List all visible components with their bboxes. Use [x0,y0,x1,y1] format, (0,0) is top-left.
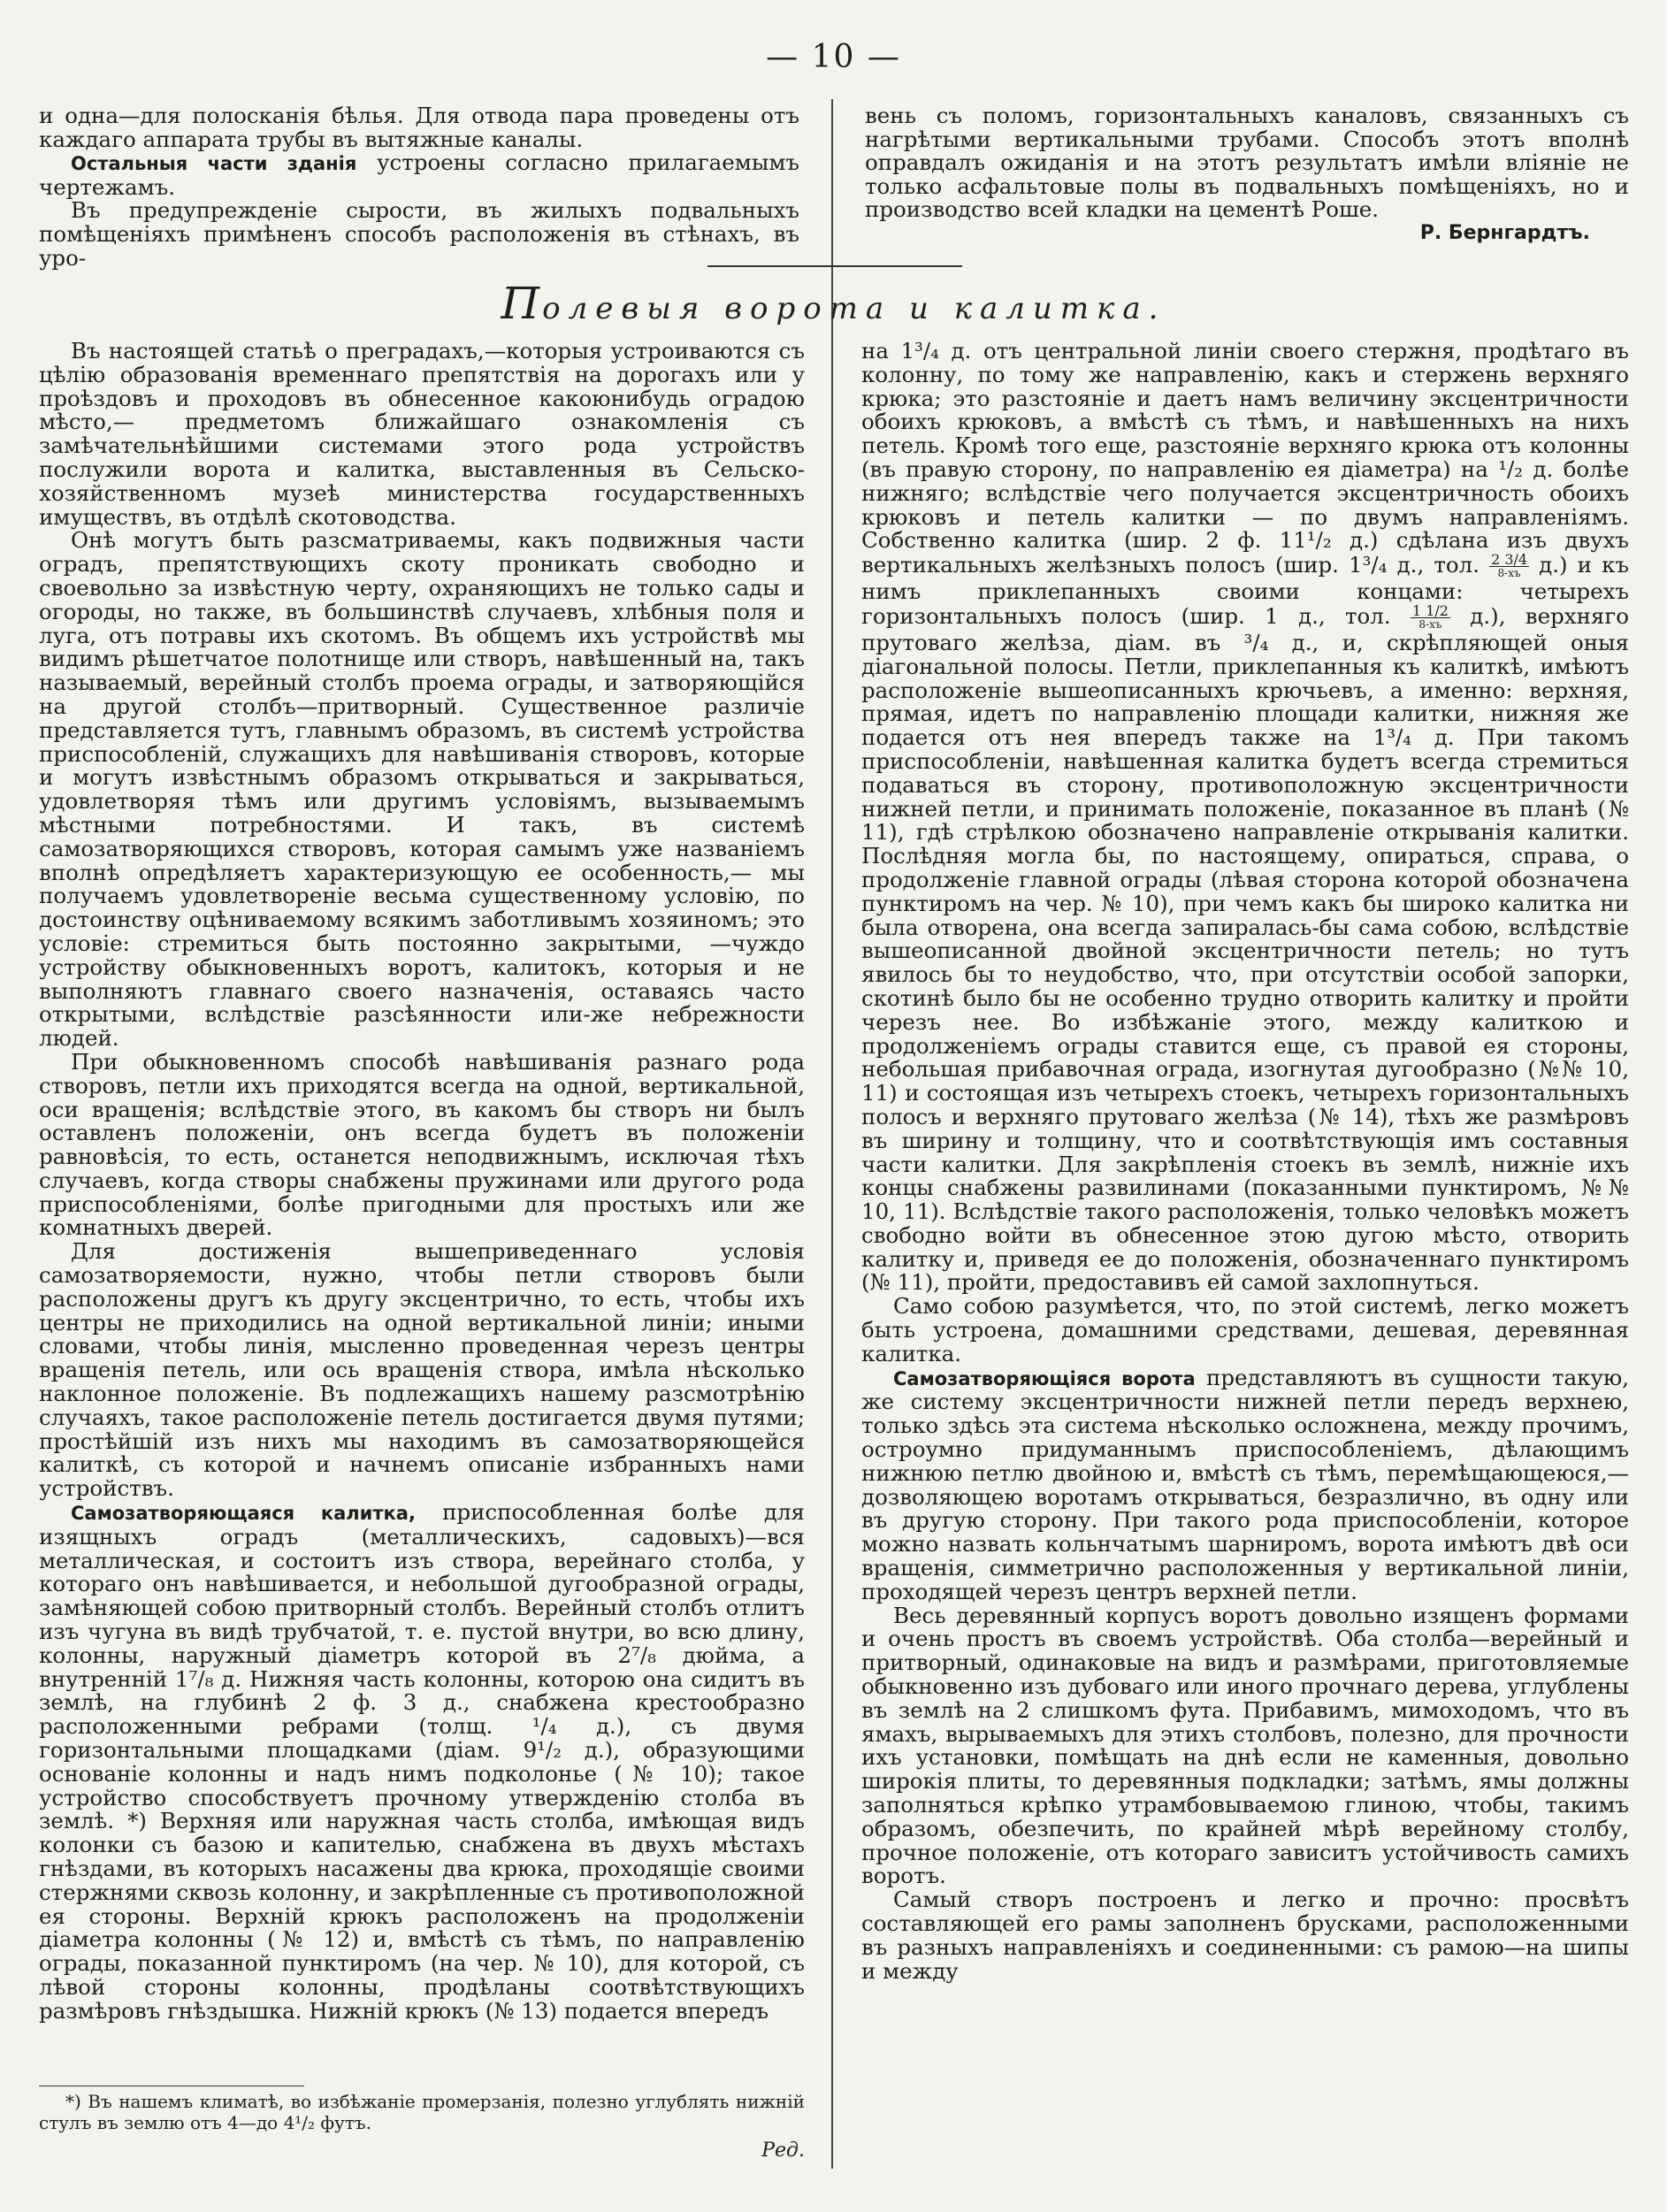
column-divider [831,99,833,2169]
article-title [0,278,1667,329]
fraction-denominator: 8-хъ [1497,567,1521,580]
fraction-numerator: 2 3/4 [1491,551,1528,569]
title-separator [707,265,962,267]
paragraph: Самый створъ построенъ и легко и прочно: просвѣтъ составляющей его рамы заполненъ брусками, расположенными въ разныхъ направленіяхъ и соединенными: съ рамою—на шипы и между [861,1887,1629,1984]
paragraph: Въ настоящей статьѣ о преградахъ,—которыя устроиваются съ цѣлію образованія временнаго препятствія на дорогахъ или у проѣздовъ и проходовъ въ обнесенное какоюнибудь оградою мѣсто,— предметомъ ближайшаго ознакомленія съ замѣчательнѣйшими системами этого рода устройствъ послужили ворота и калитка, выставленныя въ Сельско-хозяйственномъ музеѣ министерства государственныхъ имуществъ, въ отдѣлѣ скотоводства. [39,338,805,530]
footnote-text: *) Въ нашемъ климатѣ, во избѣжаніе промерзанія, полезно углублять нижній стулъ въ землю отъ 4—до 4¹/₂ футъ. [39,2091,805,2133]
title-initial: П [501,278,543,329]
paragraph-text: д.) и къ нимъ приклепанныхъ своими концами: четырехъ горизонтальныхъ полосъ (шир. 1 д., тол. [861,552,1629,629]
bold-lead: Самозатворяющаяся калитка, [71,1503,416,1525]
paragraph: Въ предупрежденіе сырости, въ жилыхъ подвальныхъ помѣщеніяхъ примѣненъ способъ расположенія въ стѣнахъ, въ уро- [39,197,799,271]
paragraph: Весь деревянный корпусъ воротъ довольно изященъ формами и очень простъ въ своемъ устройствѣ. Оба столба—верейный и притворный, одинаковые на видъ и размѣрами, приготовляемые обыкновенно изъ дубоваго или иного прочнаго дерева, углублены въ землѣ на 2 слишкомъ фута. Прибавимъ, мимоходомъ, что въ ямахъ, вырываемыхъ для этихъ столбовъ, полезно, для прочности ихъ установки, помѣщать на днѣ если не каменныя, довольно широкія плиты, то деревянныя подкладки; затѣмъ, ямы должны заполняться крѣпко утрамбовываемою глиною, чтобы, такимъ образомъ, обезпечить, по крайней мѣрѣ верейному столбу, прочное положеніе, отъ котораго зависитъ устойчивость самихъ воротъ. [861,1602,1629,1889]
previous-article-left [39,104,799,270]
author-signature: Р. Бернгардтъ. [1419,221,1590,244]
paragraph-text: представляютъ въ сущности такую, же систему эксцентричности нижней петли передъ верхнею, только здѣсь эта система нѣсколько осложнена, между прочимъ, остроумно придуманнымъ приспособленіемъ, дѣлающимъ нижнюю петлю двойною и, вмѣстѣ съ тѣмъ, перемѣщающеюся,—дозволяющею воротамъ открываться, безразлично, въ одну или въ другую сторону. При такого рода приспособленіи, которое можно назвать кольнчатымъ шарниромъ, ворота имѣютъ двѣ оси вращенія, симметрично расположенныя у вертикальной линіи, проходящей черезъ центръ верхней петли. [861,1364,1629,1604]
footnote [39,2091,805,2162]
previous-article-right [865,104,1629,246]
fraction-numerator: 1 1/2 [1411,601,1449,619]
bold-lead: Самозатворяющіяся ворота [893,1367,1196,1389]
fraction [1489,553,1529,580]
paragraph-text: на 1³/₄ д. отъ центральной линіи своего стержня, продѣтаго въ колонну, по тому же направленію, какъ и стержень верхняго крюка; это разстояніе и даетъ намъ величину эксцентричности обоихъ крюковъ, а вмѣстѣ съ тѣмъ, и навѣшенныхъ на нихъ петель. Кромѣ того еще, разстояніе верхняго крюка отъ колонны (въ правую сторону, по направленію ея діаметра) на ¹/₂ д. болѣе нижняго; вслѣдствіе чего получается эксцентричность обоихъ крюковъ и петель калитки — по двумъ направленіямъ. Собственно калитка (шир. 2 ф. 11¹/₂ д.) сдѣлана изъ двухъ вертикальныхъ желѣзныхъ полосъ (шир. 1³/₄ д., тол. [861,338,1629,578]
paragraph-text: устроены согласно прилагаемымъ чертежамъ. [39,149,799,200]
bold-lead: Остальныя части зданія [71,153,357,175]
paragraph: При обыкновенномъ способѣ навѣшиванія разнаго рода створовъ, петли ихъ приходятся всегда на одной, вертикальной, оси вращенія; вслѣдствіе этого, въ какомъ бы створъ ни былъ оставленъ положеніи, онъ всегда будетъ въ положеніи равновѣсія, то есть, останется неподвижнымъ, исключая тѣхъ случаевъ, когда створы снабжены пружинами или другого рода приспособленіями, болѣе пригодными для простыхъ или же комнатныхъ дверей. [39,1048,805,1241]
paragraph [39,1501,805,2024]
paragraph-text: д.), верхняго прутоваго желѣза, діам. въ ³/₄ д., и, скрѣпляющей оныя діагональной полосы. Петли, приклепанныя къ калиткѣ, имѣютъ расположеніе вышеописанныхъ крючьевъ, а именно: верхняя, прямая, идетъ по направленію площади калитки, нижняя же подается отъ нея впередъ также на 1³/₄ д. При такомъ приспособленіи, навѣшенная калитка будетъ всегда стремиться подаваться въ сторону, противоположную эксцентричности нижней петли, и принимать положеніе, показанное въ планѣ (№ 11), гдѣ стрѣлкою обозначено направленіе открыванія калитки. Послѣдняя могла бы, по настоящему, опираться, справа, о продолженіе главной ограды (лѣвая сторона которой обозначена пунктиромъ на чер. № 10), при чемъ какъ бы широко калитка ни была отворена, она всегда запиралась-бы сама собою, вслѣдствіе вышеописанной двойной эксцентричности петель; но тутъ явилось бы то неудобство, что, при отсутствіи особой запорки, скотинѣ было бы не особенно трудно отворить калитку и пройти черезъ нее. Во избѣжаніе этого, между калиткою и продолженіемъ ограды ставится еще, съ правой ея стороны, небольшая прибавочная ограда, изогнутая дугообразно (№№ 10, 11) и состоящая изъ четырехъ стоекъ, четырехъ горизонтальныхъ полосъ и верхняго прутоваго желѣза (№ 14), тѣхъ же размѣровъ въ ширину и толщину, что и соотвѣтствующія имъ составныя части калитки. Для закрѣпленія стоекъ въ землѣ, нижніе ихъ концы снабжены развилинами (показанными пунктиромъ, №№ 10, 11). Вслѣдствіе такого расположенія, только человѣкъ можетъ свободно войти въ обнесенное этою дугою мѣсто, отворить калитку и, приведя ее до положенія, обозначеннаго пунктиромъ (№ 11), пройти, предоставивъ ей самой захлопнуться. [861,602,1629,1296]
footnote-editor-mark: Ред. [761,2139,805,2162]
paragraph: Для достиженія вышеприведеннаго условія самозатворяемости, нужно, чтобы петли створовъ были расположены другъ къ другу эксцентрично, то есть, чтобы ихъ центры не приходились на одной вертикальной линіи; иными словами, чтобы линія, мысленно проведенная черезъ центры вращенія петель, или ось вращенія створа, имѣла нѣсколько наклонное положеніе. Въ подлежащихъ нашему разсмотрѣнію случаяхъ, такое расположеніе петель достигается двумя путями; простѣйшій изъ нихъ мы находимъ въ самозатворяющейся калиткѣ, съ которой и начнемъ описаніе избранныхъ нами устройствъ. [39,1238,805,1502]
paragraph: и одна—для полосканія бѣлья. Для отвода пара проведены отъ каждаго аппарата трубы въ вытяжные каналы. [39,103,799,152]
fraction [1411,601,1450,631]
paragraph: Онѣ могутъ быть разсматриваемы, какъ подвижныя части оградъ, препятствующихъ скоту проникать свободно и своевольно за извѣстную черту, охраняющихъ не только сады и огороды, но также, въ большинствѣ случаевъ, хлѣбныя поля и луга, отъ потравы ихъ скотомъ. Въ общемъ ихъ устройствѣ мы видимъ рѣшетчатое полотнище или створъ, навѣшенный на, такъ называемый, верейный столбъ проема ограды, и затворяющійся на другой столбъ—притворный. Существенное различіе представляется тутъ, главнымъ образомъ, въ системѣ устройства приспособленій, служащихъ для навѣшиванія створовъ, которые и могутъ извѣстнымъ образомъ открываться и закрываться, удовлетворяя тѣмъ или другимъ условіямъ, вызываемымъ мѣстными потребностями. И такъ, въ системѣ самозатворяющихся створовъ, которая самымъ уже названіемъ вполнѣ опредѣляетъ характеризующую ее особенность,— мы получаемъ удовлетвореніе весьма существенному условію, по достоинству оцѣниваемому всякимъ заботливымъ хозяиномъ; это условіе: стремиться быть постоянно закрытыми, —чуждо устройству обыкновенныхъ воротъ, калитокъ, которыя и не выполняютъ главнаго своего назначенія, оставаясь часто открытыми, вслѣдствіе разсѣянности или-же небрежности людей. [39,527,805,1052]
paragraph: Само собою разумѣется, что, по этой системѣ, легко можетъ быть устроена, домашними средствами, дешевая, деревянная калитка. [861,1293,1629,1366]
article-left-column [39,340,805,2024]
paragraph [861,1366,1629,1604]
paragraph: вень съ поломъ, горизонтальныхъ каналовъ, связанныхъ съ нагрѣтыми вертикальными трубами. Способъ этотъ вполнѣ оправдалъ ожиданія и на этотъ результатъ имѣли вліяніе не только асфальтовые полы въ подвальныхъ помѣщеніяхъ, но и производство всей кладки на цементѣ Роше. [865,103,1629,223]
paragraph [861,340,1629,1295]
title-text: олевыя ворота и калитка. [542,291,1166,326]
page-number: — 10 — [766,39,901,75]
article-right-column [861,340,1629,1983]
paragraph-text: приспособленная болѣе для изящныхъ оградъ (металлическихъ, садовыхъ)—вся металлическая, и состоитъ изъ створа, верейнаго столба, у котораго онъ навѣшивается, и небольшой дугообразной ограды, замѣняющей собою притворный столбъ. Верейный столбъ отлитъ изъ чугуна въ видѣ трубчатой, т. е. пустой внутри, во всю длину, колонны, наружный діаметръ которой въ 2⁷/₈ дюйма, а внутренній 1⁷/₈ д. Нижняя часть колонны, которою она сидитъ въ землѣ, на глубинѣ 2 ф. 3 д., снабжена крестообразно расположенными ребрами (толщ. ¹/₄ д.), съ двумя горизонтальными площадками (діам. 9¹/₂ д.), образующими основаніе колонны и надъ нимъ подколонье (№ 10); такое устройство способствуетъ прочному утвержденію столба въ землѣ. *) Верхняя или наружная часть столба, имѣющая видъ колонки съ базою и капителью, снабжена въ двухъ мѣстахъ гнѣздами, въ которыхъ насажены два крюка, проходящіе своими стержнями сквозь колонну, и закрѣпленные съ противоположной ея стороны. Верхній крюкъ расположенъ на продолженіи діаметра колонны (№ 12) и, вмѣстѣ съ тѣмъ, по направленію ограды, показанной пунктиромъ (на чер. № 10), для которой, съ лѣвой стороны колонны, продѣланы соотвѣтствующихъ размѣровъ гнѣздышка. Нижній крюкъ (№ 13) подается впередъ [39,1499,805,2024]
fraction-denominator: 8-хъ [1418,617,1442,631]
paragraph [39,151,799,199]
